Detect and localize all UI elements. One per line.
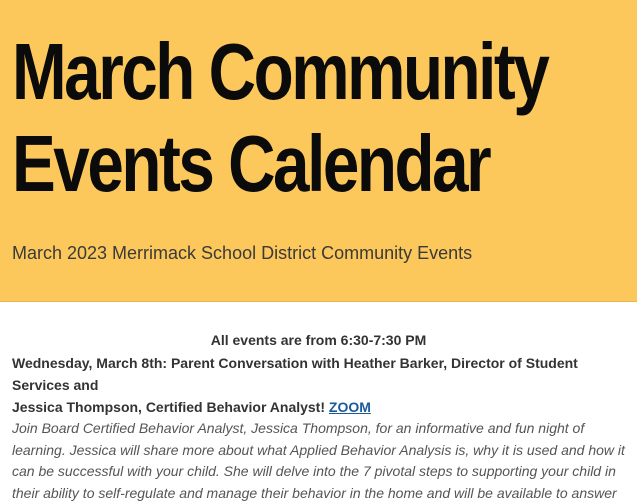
events-content <box>0 302 637 504</box>
title-line-1: March Community <box>12 27 548 116</box>
page-title <box>12 26 548 210</box>
description-line: can be successful with your child. She will delve into the 7 pivotal steps to supporting your child in <box>12 463 616 479</box>
title-line-2: Events Calendar <box>12 119 490 208</box>
page-subtitle: March 2023 Merrimack School District Community Events <box>12 243 473 263</box>
description-line: their ability to self-regulate and manage their behavior in the home and will be available to answer <box>12 484 617 501</box>
time-note: All events are from 6:30-7:30 PM <box>210 332 427 348</box>
zoom-link[interactable]: ZOOM <box>328 399 371 415</box>
event-heading-line-1: Wednesday, March 8th: Parent Conversation with Heather Barker, Director of Student Services and <box>12 355 578 393</box>
description-line: learning. Jessica will share more about what Applied Behavior Analysis is, why it is used and how it <box>12 441 625 458</box>
event-heading-line-2: Jessica Thompson, Certified Behavior Analyst! <box>12 399 329 415</box>
event-heading <box>12 352 625 418</box>
event-description <box>12 418 625 504</box>
description-line: Join Board Certified Behavior Analyst, Jessica Thompson, for an informative and fun night of <box>12 420 585 436</box>
